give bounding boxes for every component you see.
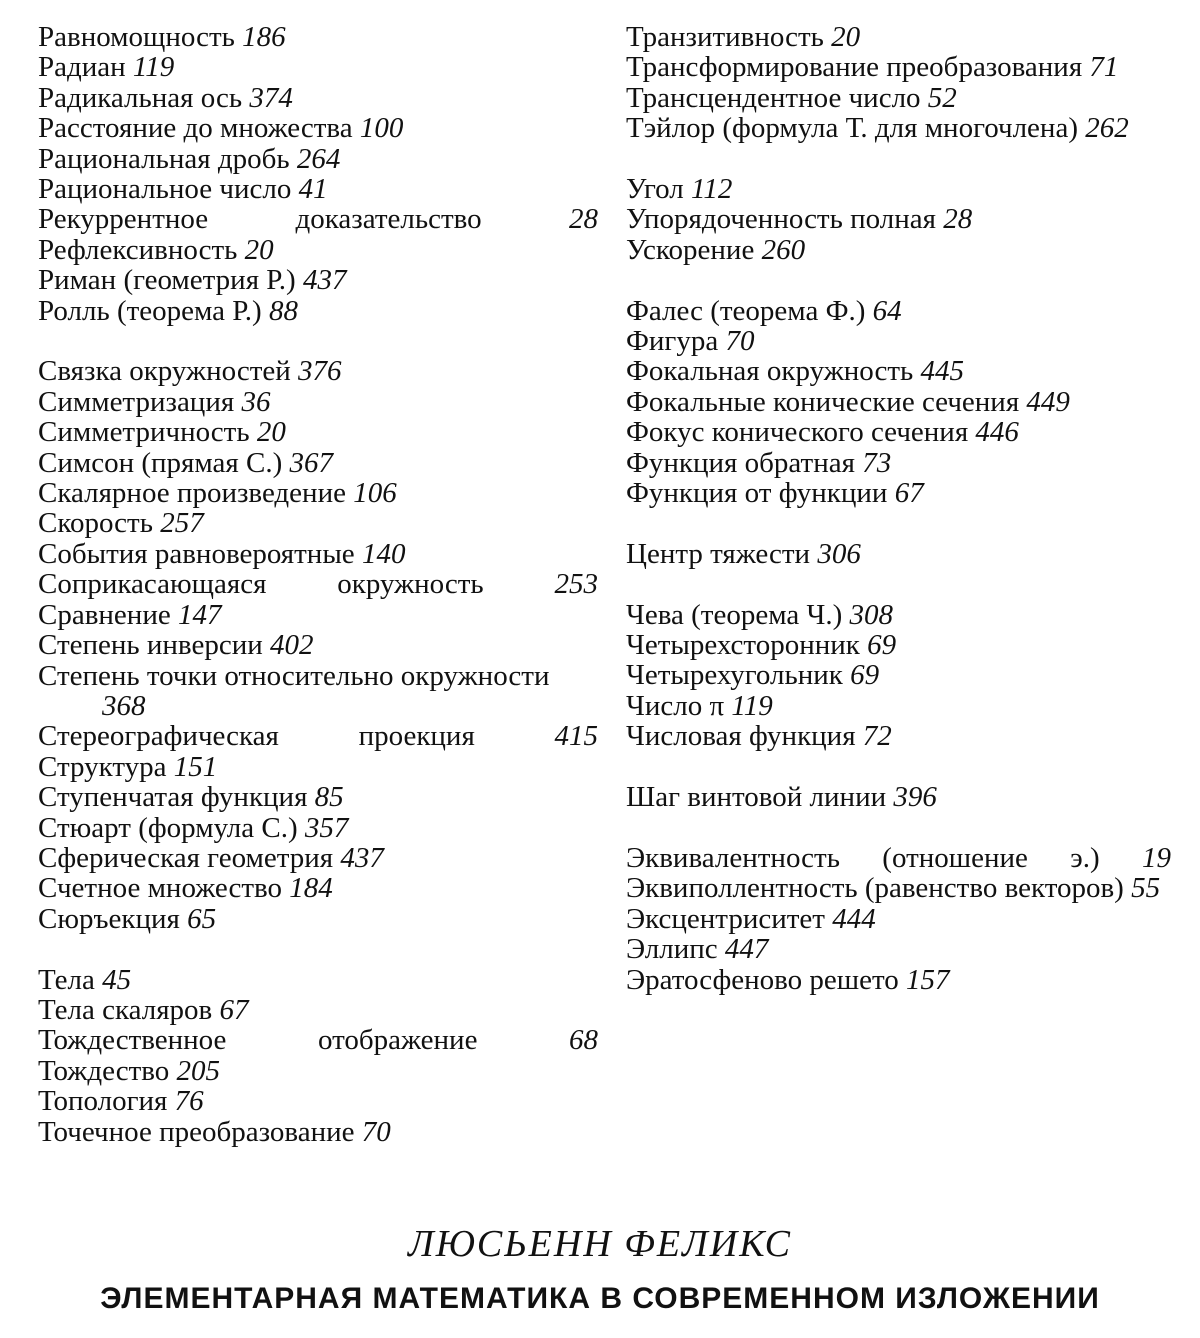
index-term: Функция от функции [626, 477, 888, 510]
index-entry [626, 600, 1171, 630]
index-term: Радиан [38, 51, 126, 84]
index-page-number: 36 [241, 385, 271, 418]
index-entry [38, 965, 598, 995]
index-term: Ступенчатая функция [38, 781, 308, 814]
index-term: Сюръекция [38, 902, 180, 935]
index-entry [626, 478, 1171, 508]
index-entry [626, 356, 1171, 386]
index-term: Угол [626, 173, 684, 206]
index-entry [38, 539, 598, 569]
index-entry [38, 83, 598, 113]
index-page-number: 415 [554, 720, 599, 753]
index-term: Фокальная окружность [626, 355, 914, 388]
index-entry [626, 235, 1171, 265]
index-column-left [38, 22, 598, 1177]
index-entry [626, 904, 1171, 934]
index-entry [626, 296, 1171, 326]
index-term: Числовая функция [626, 720, 856, 753]
index-page-number: 112 [691, 173, 733, 206]
index-group-left-1 [38, 356, 598, 934]
index-entry [38, 174, 598, 204]
index-entry [626, 52, 1171, 82]
index-entry [38, 843, 598, 873]
index-group-right-3 [626, 539, 1171, 569]
index-term: Тождество [38, 1054, 170, 1087]
index-term: Радикальная ось [38, 81, 243, 114]
index-page-number: 71 [1089, 51, 1119, 84]
index-entry [38, 448, 598, 478]
index-group-right-5 [626, 782, 1171, 812]
index-page-number: 76 [174, 1085, 204, 1118]
index-page-number: 72 [862, 720, 892, 753]
index-page-number: 69 [850, 659, 880, 692]
index-entry [38, 813, 598, 843]
index-term: Сравнение [38, 598, 171, 631]
index-entry [38, 508, 598, 538]
index-page-number: 140 [361, 537, 406, 570]
index-entry [38, 113, 598, 143]
index-term: Точечное преобразование [38, 1115, 355, 1148]
index-term: Трансформирование преобразования [626, 51, 1083, 84]
index-term: Соприкасающаяся окружность [38, 568, 484, 601]
index-term: Эллипс [626, 933, 718, 966]
index-term: Фокус конического сечения [626, 416, 969, 449]
index-term: Трансцендентное число [626, 81, 921, 114]
index-term: Степень точки относительно окружности [38, 659, 550, 692]
index-entry [626, 934, 1171, 964]
index-entry [38, 478, 598, 508]
index-term: Сферическая геометрия [38, 841, 334, 874]
index-page-number: 184 [289, 872, 333, 905]
index-entry [38, 144, 598, 174]
index-term: Симметричность [38, 416, 250, 449]
index-term: Стюарт (формула С.) [38, 811, 298, 844]
index-term: Равномощность [38, 21, 235, 53]
index-term: Фокальные конические сечения [626, 385, 1020, 418]
index-entry [38, 387, 598, 417]
index-term: Транзитивность [626, 21, 824, 53]
index-page-number: 88 [268, 294, 298, 327]
index-entry [626, 113, 1171, 143]
index-page-number: 402 [270, 629, 314, 662]
index-page-number: 262 [1085, 112, 1129, 145]
index-entry [38, 782, 598, 812]
index-entry [38, 417, 598, 447]
index-page-number: 45 [102, 963, 132, 996]
index-term: Рекуррентное доказательство [38, 203, 482, 236]
index-term: Структура [38, 750, 167, 783]
index-page-number: 205 [176, 1054, 220, 1087]
index-term: Рациональная дробь [38, 142, 290, 175]
index-term: Риман (геометрия Р.) [38, 264, 296, 297]
index-entry [38, 235, 598, 265]
index-entry [626, 326, 1171, 356]
index-page-number: 20 [831, 21, 861, 53]
index-term: Связка окружностей [38, 355, 291, 388]
index-page-number: 52 [927, 81, 957, 114]
index-term: Упорядоченность полная [626, 203, 936, 236]
index-entry [626, 721, 1171, 751]
index-entry [626, 660, 1171, 690]
index-page-number: 437 [340, 841, 384, 874]
index-group-right-4 [626, 600, 1171, 752]
index-entry [626, 782, 1171, 812]
index-term: Степень инверсии [38, 629, 263, 662]
index-term: Симсон (прямая С.) [38, 446, 283, 479]
index-entry [38, 1025, 598, 1055]
index-page-number: 20 [244, 233, 274, 266]
index-page-number: 73 [862, 446, 892, 479]
index-page-number: 260 [761, 233, 806, 266]
index-entry [38, 52, 598, 82]
index-entry [38, 630, 598, 660]
index-term: Эквивалентность (отношение э.) [626, 841, 1100, 874]
index-page-number: 67 [894, 477, 924, 510]
index-term: Счетное множество [38, 872, 283, 905]
index-group-left-0 [38, 22, 598, 326]
index-page-number: 447 [724, 933, 769, 966]
index-entry [626, 539, 1171, 569]
index-entry [626, 691, 1171, 721]
index-term: Фалес (теорема Ф.) [626, 294, 866, 327]
index-entry [38, 296, 598, 326]
index-page-number: 306 [817, 537, 861, 570]
index-page-number: 257 [160, 507, 204, 540]
index-term: Ускорение [626, 233, 755, 266]
index-group-right-2 [626, 296, 1171, 509]
index-page-number: 396 [893, 781, 937, 814]
index-term: События равновероятные [38, 537, 355, 570]
index-entry [626, 965, 1171, 995]
index-entry [38, 356, 598, 386]
index-entry [626, 83, 1171, 113]
index-term: Ролль (теорема Р.) [38, 294, 262, 327]
index-entry [38, 1056, 598, 1086]
book-author: ЛЮСЬЕНН ФЕЛИКС [407, 1223, 793, 1265]
index-entry [626, 174, 1171, 204]
index-term: Четырехугольник [626, 659, 843, 692]
index-term: Рефлексивность [38, 233, 238, 266]
index-group-left-2 [38, 965, 598, 1147]
index-page-number: 85 [314, 781, 344, 814]
index-entry [626, 873, 1171, 903]
index-term: Стереографическая проекция [38, 720, 475, 753]
index-group-right-1 [626, 174, 1171, 265]
index-term: Тела [38, 963, 95, 996]
index-page-number: 151 [173, 750, 218, 783]
index-page-number: 376 [298, 355, 342, 388]
index-entry [38, 569, 598, 599]
index-page-number: 367 [289, 446, 333, 479]
index-term: Число π [626, 689, 725, 722]
index-entry [38, 995, 598, 1025]
index-term: Тэйлор (формула Т. для многочлена) [626, 112, 1078, 145]
index-page-number: 368 [102, 689, 146, 722]
index-entry [38, 22, 598, 52]
index-entry [38, 752, 598, 782]
index-term: Шаг винтовой линии [626, 781, 887, 814]
index-page-number: 100 [359, 112, 404, 145]
index-page-number: 64 [872, 294, 902, 327]
index-term: Функция обратная [626, 446, 855, 479]
index-page-number: 119 [132, 51, 175, 84]
index-page-number: 374 [249, 81, 293, 114]
index-page-number: 445 [920, 355, 964, 388]
index-term: Чева (теорема Ч.) [626, 598, 843, 631]
index-page-number: 446 [975, 416, 1019, 449]
index-term: Скалярное произведение [38, 477, 346, 510]
index-entry [626, 448, 1171, 478]
index-entry [38, 661, 598, 722]
index-term: Топология [38, 1085, 168, 1118]
index-entry [626, 843, 1171, 873]
index-term: Тела скаляров [38, 993, 213, 1026]
index-page-number: 437 [302, 264, 347, 297]
index-entry [38, 873, 598, 903]
index-page-number: 186 [242, 21, 286, 53]
index-page-number: 119 [731, 689, 773, 722]
index-page-number: 68 [569, 1024, 598, 1057]
index-term: Расстояние до множества [38, 112, 353, 145]
index-group-right-0 [626, 22, 1171, 144]
index-page-number: 264 [296, 142, 341, 175]
index-page-number: 70 [725, 325, 755, 358]
index-page-number: 444 [832, 902, 876, 935]
index-entry [38, 265, 598, 295]
index-page-number: 70 [361, 1115, 391, 1148]
index-term: Тождественное отображение [38, 1024, 478, 1057]
index-term: Рациональное число [38, 173, 292, 206]
index-page-number: 253 [554, 568, 599, 601]
index-page-number: 41 [298, 173, 328, 206]
index-page-number: 157 [906, 963, 950, 996]
index-page-number: 67 [219, 993, 249, 1026]
index-entry [626, 387, 1171, 417]
book-title: ЭЛЕМЕНТАРНАЯ МАТЕМАТИКА В СОВРЕМЕННОМ ИЗЛОЖЕНИИ [100, 1282, 1100, 1315]
index-term: Эквиполлентность (равенство векторов) [626, 872, 1124, 905]
index-page-number: 65 [187, 902, 217, 935]
index-entry [626, 417, 1171, 447]
index-page-number: 20 [256, 416, 286, 449]
index-entry [38, 721, 598, 751]
index-page-number: 28 [569, 203, 598, 236]
index-page-number: 28 [943, 203, 973, 236]
index-page-number: 19 [1142, 841, 1171, 874]
index-term: Фигура [626, 325, 719, 358]
index-entry [626, 22, 1171, 52]
index-entry [38, 204, 598, 234]
index-page-number: 357 [304, 811, 349, 844]
index-term: Симметризация [38, 385, 235, 418]
index-entry [38, 1117, 598, 1147]
index-entry [626, 630, 1171, 660]
index-page-number: 55 [1131, 872, 1161, 905]
index-page-number: 308 [849, 598, 894, 631]
index-group-right-6 [626, 843, 1171, 995]
index-page-number: 449 [1026, 385, 1070, 418]
index-column-right [626, 22, 1171, 1025]
index-term: Скорость [38, 507, 153, 540]
index-page-number: 147 [177, 598, 222, 631]
index-entry [626, 204, 1171, 234]
index-page-number: 106 [353, 477, 397, 510]
index-term: Четырехсторонник [626, 629, 860, 662]
index-entry [38, 1086, 598, 1116]
index-term: Центр тяжести [626, 537, 811, 570]
index-page-number: 69 [867, 629, 897, 662]
index-term: Эратосфеново решето [626, 963, 899, 996]
index-term: Эксцентриситет [626, 902, 825, 935]
index-entry [38, 904, 598, 934]
index-entry [38, 600, 598, 630]
